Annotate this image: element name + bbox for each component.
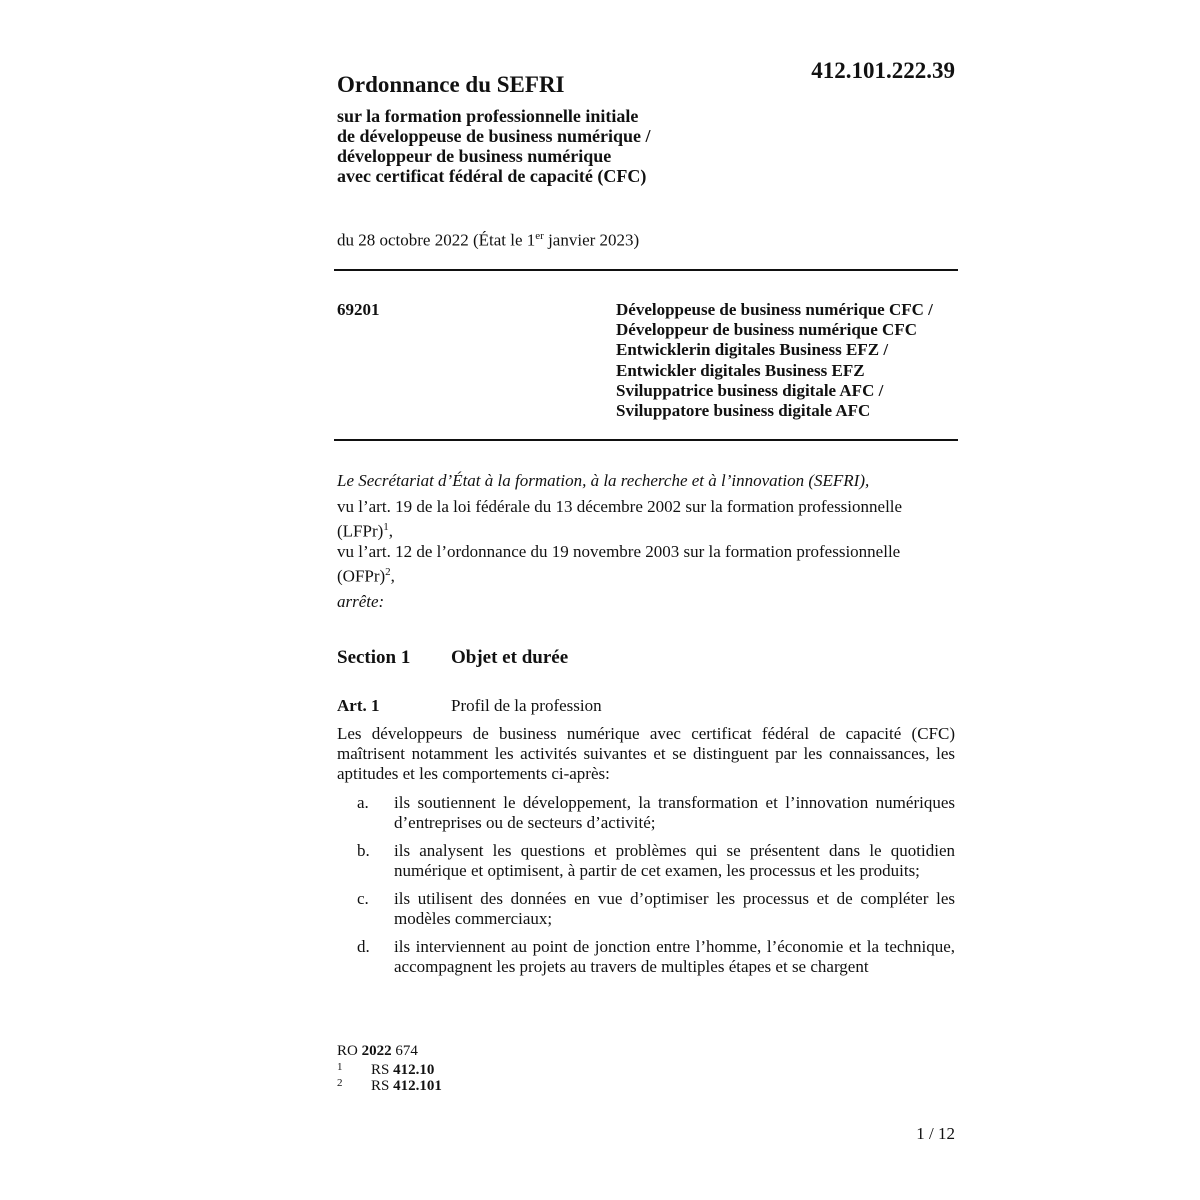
footnote-ref-2[interactable]: 2 <box>385 565 391 578</box>
list-text: ils interviennent au point de jonction entre l’homme, l’économie et la technique, accompagnent les projets au travers de multiples étapes et se chargent <box>394 937 955 976</box>
footnote-ref-1[interactable]: 1 <box>383 521 389 533</box>
footnote-number: 1 <box>337 1061 343 1073</box>
profession-code: 69201 <box>337 300 380 319</box>
section-label: Section 1 <box>337 647 411 668</box>
divider-bottom <box>334 439 958 441</box>
document-subtitle <box>337 106 757 186</box>
issuing-authority: Le Secrétariat d’État à la formation, à la recherche et à l’innovation (SEFRI), <box>337 471 870 490</box>
section-heading <box>337 647 569 669</box>
date-prefix: du 28 octobre 2022 (État le 1 <box>337 230 536 250</box>
footnotes <box>337 1062 442 1094</box>
footnote: 1 RS 412.10 <box>337 1061 435 1078</box>
footnote-number: 2 <box>337 1077 343 1089</box>
legal-basis-2: vu l’art. 12 de l’ordonnance du 19 novembre 2003 sur la formation professionnelle (OFPr)$^2$, <box>337 541 901 586</box>
subtitle-line: avec certificat fédéral de capacité (CFC) <box>337 166 647 186</box>
sr-number: 412.101.222.39 <box>811 58 955 83</box>
document-title: Ordonnance du SEFRI <box>337 72 565 97</box>
list-text: ils analysent les questions et problèmes qui se présentent dans le quotidien numérique et optimisent, à partir de cet examen, les processus et les produits; <box>394 841 955 880</box>
footnote: 2 RS 412.101 <box>337 1077 442 1094</box>
legal-basis-1: vu l’art. 19 de la loi fédérale du 13 décembre 2002 sur la formation professionnelle (LFPr)$^1$, <box>337 497 903 541</box>
list-item <box>357 841 955 881</box>
subtitle-line: développeur de business numérique <box>337 146 612 166</box>
profession-title: Développeur de business numérique CFC <box>616 320 917 340</box>
article-title: Profil de la profession <box>451 696 602 715</box>
list-letter: d. <box>357 937 370 956</box>
profession-titles <box>616 300 933 421</box>
section-title: Objet et durée <box>451 647 569 668</box>
profession-title: Entwickler digitales Business EFZ <box>616 360 865 380</box>
article-heading <box>337 696 602 716</box>
footnote-link[interactable]: 412.10 <box>393 1062 435 1078</box>
profession-title: Sviluppatrice business digitale AFC / <box>616 380 884 400</box>
list-item <box>357 889 955 929</box>
article-list <box>357 793 955 985</box>
document-date <box>337 230 639 251</box>
article-intro: Les développeurs de business numérique avec certificat fédéral de capacité (CFC) maîtrisent notamment les activités suivantes et se distinguent par les connaissances, les aptitudes et les comportements ci-après: <box>337 724 955 783</box>
list-letter: c. <box>357 889 369 908</box>
list-item <box>357 793 955 833</box>
official-compilation-ref: RO 2022 674 <box>337 1043 418 1059</box>
article-number: Art. 1 <box>337 696 380 715</box>
preamble <box>337 471 957 612</box>
profession-title: Sviluppatore business digitale AFC <box>616 401 871 421</box>
profession-title: Entwicklerin digitales Business EFZ / <box>616 340 889 360</box>
subtitle-line: sur la formation professionnelle initiale <box>337 106 639 126</box>
list-text: ils utilisent des données en vue d’optimiser les processus et de compléter les modèles commerciaux; <box>394 889 955 928</box>
divider-top <box>334 269 958 271</box>
footnote-link[interactable]: 412.101 <box>393 1078 442 1094</box>
list-text: ils soutiennent le développement, la transformation et l’innovation numériques d’entreprises ou de secteurs d’activité; <box>394 793 955 832</box>
subtitle-line: de développeuse de business numérique / <box>337 126 651 146</box>
decree: arrête: <box>337 592 385 612</box>
profession-title: Développeuse de business numérique CFC / <box>616 300 933 319</box>
list-item <box>357 937 955 977</box>
list-letter: a. <box>357 793 369 812</box>
date-superscript: er <box>535 230 544 242</box>
date-suffix: janvier 2023) <box>543 230 640 250</box>
page-number: 1 / 12 <box>916 1124 955 1143</box>
list-letter: b. <box>357 841 370 860</box>
